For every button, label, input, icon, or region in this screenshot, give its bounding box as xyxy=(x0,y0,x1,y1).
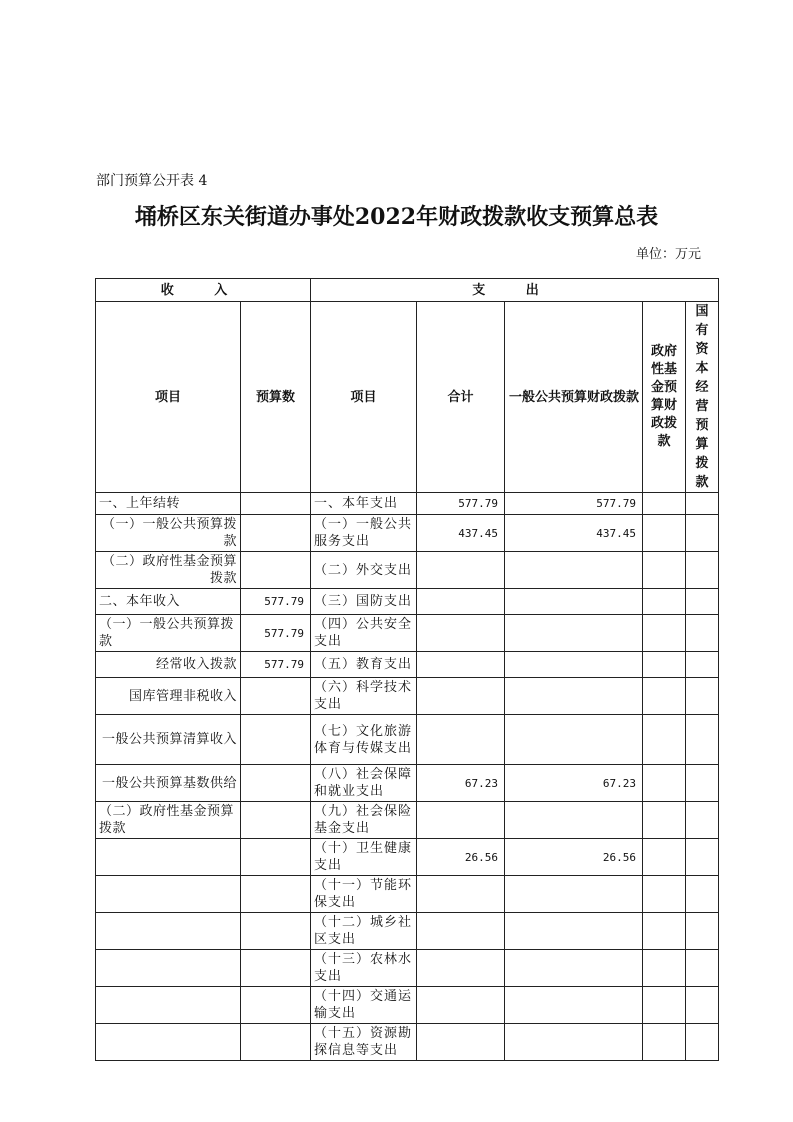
total-cell xyxy=(417,950,505,987)
expense-item-cell: （二）外交支出 xyxy=(311,552,417,589)
general-budget-cell xyxy=(505,615,643,652)
state-capital-cell xyxy=(686,950,719,987)
state-capital-cell xyxy=(686,678,719,715)
income-item-cell xyxy=(96,839,241,876)
expense-item-cell: （十一）节能环保支出 xyxy=(311,876,417,913)
income-value-cell: 577.79 xyxy=(241,615,311,652)
state-capital-cell xyxy=(686,715,719,765)
expense-item-cell: 一、本年支出 xyxy=(311,493,417,515)
table-row xyxy=(96,950,719,987)
gov-fund-cell xyxy=(643,589,686,615)
income-item-cell: （二）政府性基金预算拨款 xyxy=(96,552,241,589)
total-cell xyxy=(417,1024,505,1061)
budget-table xyxy=(95,278,719,1061)
expense-header: 支 出 xyxy=(311,279,719,302)
income-item-cell: （一）一般公共预算拨款 xyxy=(96,615,241,652)
table-row xyxy=(96,987,719,1024)
table-row xyxy=(96,715,719,765)
table-row xyxy=(96,839,719,876)
document-title: 埇桥区东关街道办事处2022年财政拨款收支预算总表 xyxy=(134,204,659,230)
total-cell: 67.23 xyxy=(417,765,505,802)
total-cell xyxy=(417,552,505,589)
gov-fund-cell xyxy=(643,1024,686,1061)
gov-fund-cell xyxy=(643,876,686,913)
general-budget-cell xyxy=(505,876,643,913)
state-capital-cell xyxy=(686,652,719,678)
income-item-cell: （一）一般公共预算拨款 xyxy=(96,515,241,552)
income-item-header: 项目 xyxy=(96,302,241,493)
income-item-cell: 一、上年结转 xyxy=(96,493,241,515)
general-budget-cell xyxy=(505,678,643,715)
gov-fund-cell xyxy=(643,615,686,652)
gov-fund-cell xyxy=(643,913,686,950)
general-budget-cell: 67.23 xyxy=(505,765,643,802)
gov-fund-cell xyxy=(643,493,686,515)
expense-item-cell: （十四）交通运输支出 xyxy=(311,987,417,1024)
income-item-cell: 经常收入拨款 xyxy=(96,652,241,678)
income-item-cell: 二、本年收入 xyxy=(96,589,241,615)
income-value-cell xyxy=(241,515,311,552)
total-cell xyxy=(417,589,505,615)
table-row xyxy=(96,1024,719,1061)
expense-item-cell: （八）社会保障和就业支出 xyxy=(311,765,417,802)
state-capital-cell xyxy=(686,802,719,839)
general-budget-cell xyxy=(505,950,643,987)
general-budget-cell xyxy=(505,552,643,589)
expense-item-header: 项目 xyxy=(311,302,417,493)
income-value-cell xyxy=(241,913,311,950)
total-cell xyxy=(417,913,505,950)
general-budget-cell xyxy=(505,987,643,1024)
table-row xyxy=(96,615,719,652)
income-value-cell xyxy=(241,715,311,765)
general-budget-cell xyxy=(505,589,643,615)
unit-label: 单位：万元 xyxy=(635,247,701,262)
header-row-2 xyxy=(96,302,719,493)
total-cell xyxy=(417,678,505,715)
budget-header: 预算数 xyxy=(241,302,311,493)
income-item-cell xyxy=(96,1024,241,1061)
table-row xyxy=(96,802,719,839)
income-value-cell: 577.79 xyxy=(241,589,311,615)
state-capital-cell xyxy=(686,515,719,552)
table-number: 部门预算公开表 4 xyxy=(96,173,208,189)
general-budget-cell xyxy=(505,652,643,678)
total-cell xyxy=(417,715,505,765)
state-capital-cell xyxy=(686,765,719,802)
state-capital-cell xyxy=(686,493,719,515)
income-item-cell xyxy=(96,876,241,913)
income-value-cell xyxy=(241,950,311,987)
total-cell xyxy=(417,652,505,678)
income-item-cell: （二）政府性基金预算拨款 xyxy=(96,802,241,839)
income-item-cell: 一般公共预算清算收入 xyxy=(96,715,241,765)
expense-item-cell: （十）卫生健康支出 xyxy=(311,839,417,876)
general-budget-cell xyxy=(505,913,643,950)
expense-item-cell: （十五）资源勘探信息等支出 xyxy=(311,1024,417,1061)
expense-item-cell: （一）一般公共服务支出 xyxy=(311,515,417,552)
state-capital-cell xyxy=(686,1024,719,1061)
total-cell: 577.79 xyxy=(417,493,505,515)
income-value-cell xyxy=(241,493,311,515)
state-capital-header: 国有资本经营预算拨款 xyxy=(686,302,719,493)
table-row xyxy=(96,876,719,913)
state-capital-cell xyxy=(686,552,719,589)
income-item-cell: 一般公共预算基数供给 xyxy=(96,765,241,802)
gov-fund-cell xyxy=(643,715,686,765)
income-value-cell xyxy=(241,802,311,839)
income-value-cell: 577.79 xyxy=(241,652,311,678)
income-header: 收 入 xyxy=(96,279,311,302)
table-row xyxy=(96,678,719,715)
expense-item-cell: （五）教育支出 xyxy=(311,652,417,678)
income-value-cell xyxy=(241,552,311,589)
state-capital-cell xyxy=(686,615,719,652)
table-row xyxy=(96,765,719,802)
general-budget-cell xyxy=(505,802,643,839)
gov-fund-cell xyxy=(643,652,686,678)
income-value-cell xyxy=(241,839,311,876)
table-row xyxy=(96,652,719,678)
table-row xyxy=(96,913,719,950)
state-capital-cell xyxy=(686,589,719,615)
income-value-cell xyxy=(241,987,311,1024)
income-item-cell: 国库管理非税收入 xyxy=(96,678,241,715)
expense-item-cell: （六）科学技术支出 xyxy=(311,678,417,715)
gov-fund-cell xyxy=(643,515,686,552)
total-cell xyxy=(417,615,505,652)
gov-fund-cell xyxy=(643,552,686,589)
expense-item-cell: （四）公共安全支出 xyxy=(311,615,417,652)
income-value-cell xyxy=(241,765,311,802)
income-item-cell xyxy=(96,913,241,950)
income-item-cell xyxy=(96,987,241,1024)
expense-item-cell: （十三）农林水支出 xyxy=(311,950,417,987)
income-value-cell xyxy=(241,876,311,913)
general-budget-cell: 577.79 xyxy=(505,493,643,515)
table-row xyxy=(96,589,719,615)
gov-fund-cell xyxy=(643,950,686,987)
general-budget-cell xyxy=(505,715,643,765)
gov-fund-cell xyxy=(643,802,686,839)
table-row xyxy=(96,515,719,552)
general-budget-cell: 26.56 xyxy=(505,839,643,876)
total-cell: 437.45 xyxy=(417,515,505,552)
total-cell xyxy=(417,987,505,1024)
gov-fund-cell xyxy=(643,839,686,876)
expense-item-cell: （七）文化旅游体育与传媒支出 xyxy=(311,715,417,765)
state-capital-cell xyxy=(686,913,719,950)
state-capital-cell xyxy=(686,876,719,913)
table-row xyxy=(96,552,719,589)
expense-item-cell: （十二）城乡社区支出 xyxy=(311,913,417,950)
state-capital-cell xyxy=(686,987,719,1024)
header-row-1 xyxy=(96,279,719,302)
total-header: 合计 xyxy=(417,302,505,493)
general-budget-header: 一般公共预算财政拨款 xyxy=(505,302,643,493)
general-budget-cell xyxy=(505,1024,643,1061)
gov-fund-cell xyxy=(643,678,686,715)
general-budget-cell: 437.45 xyxy=(505,515,643,552)
income-value-cell xyxy=(241,1024,311,1061)
total-cell: 26.56 xyxy=(417,839,505,876)
expense-item-cell: （九）社会保险基金支出 xyxy=(311,802,417,839)
income-item-cell xyxy=(96,950,241,987)
gov-fund-cell xyxy=(643,765,686,802)
total-cell xyxy=(417,802,505,839)
income-value-cell xyxy=(241,678,311,715)
state-capital-cell xyxy=(686,839,719,876)
expense-item-cell: （三）国防支出 xyxy=(311,589,417,615)
total-cell xyxy=(417,876,505,913)
gov-fund-header: 政府性基金预算财政拨款 xyxy=(643,302,686,493)
gov-fund-cell xyxy=(643,987,686,1024)
table-row xyxy=(96,493,719,515)
